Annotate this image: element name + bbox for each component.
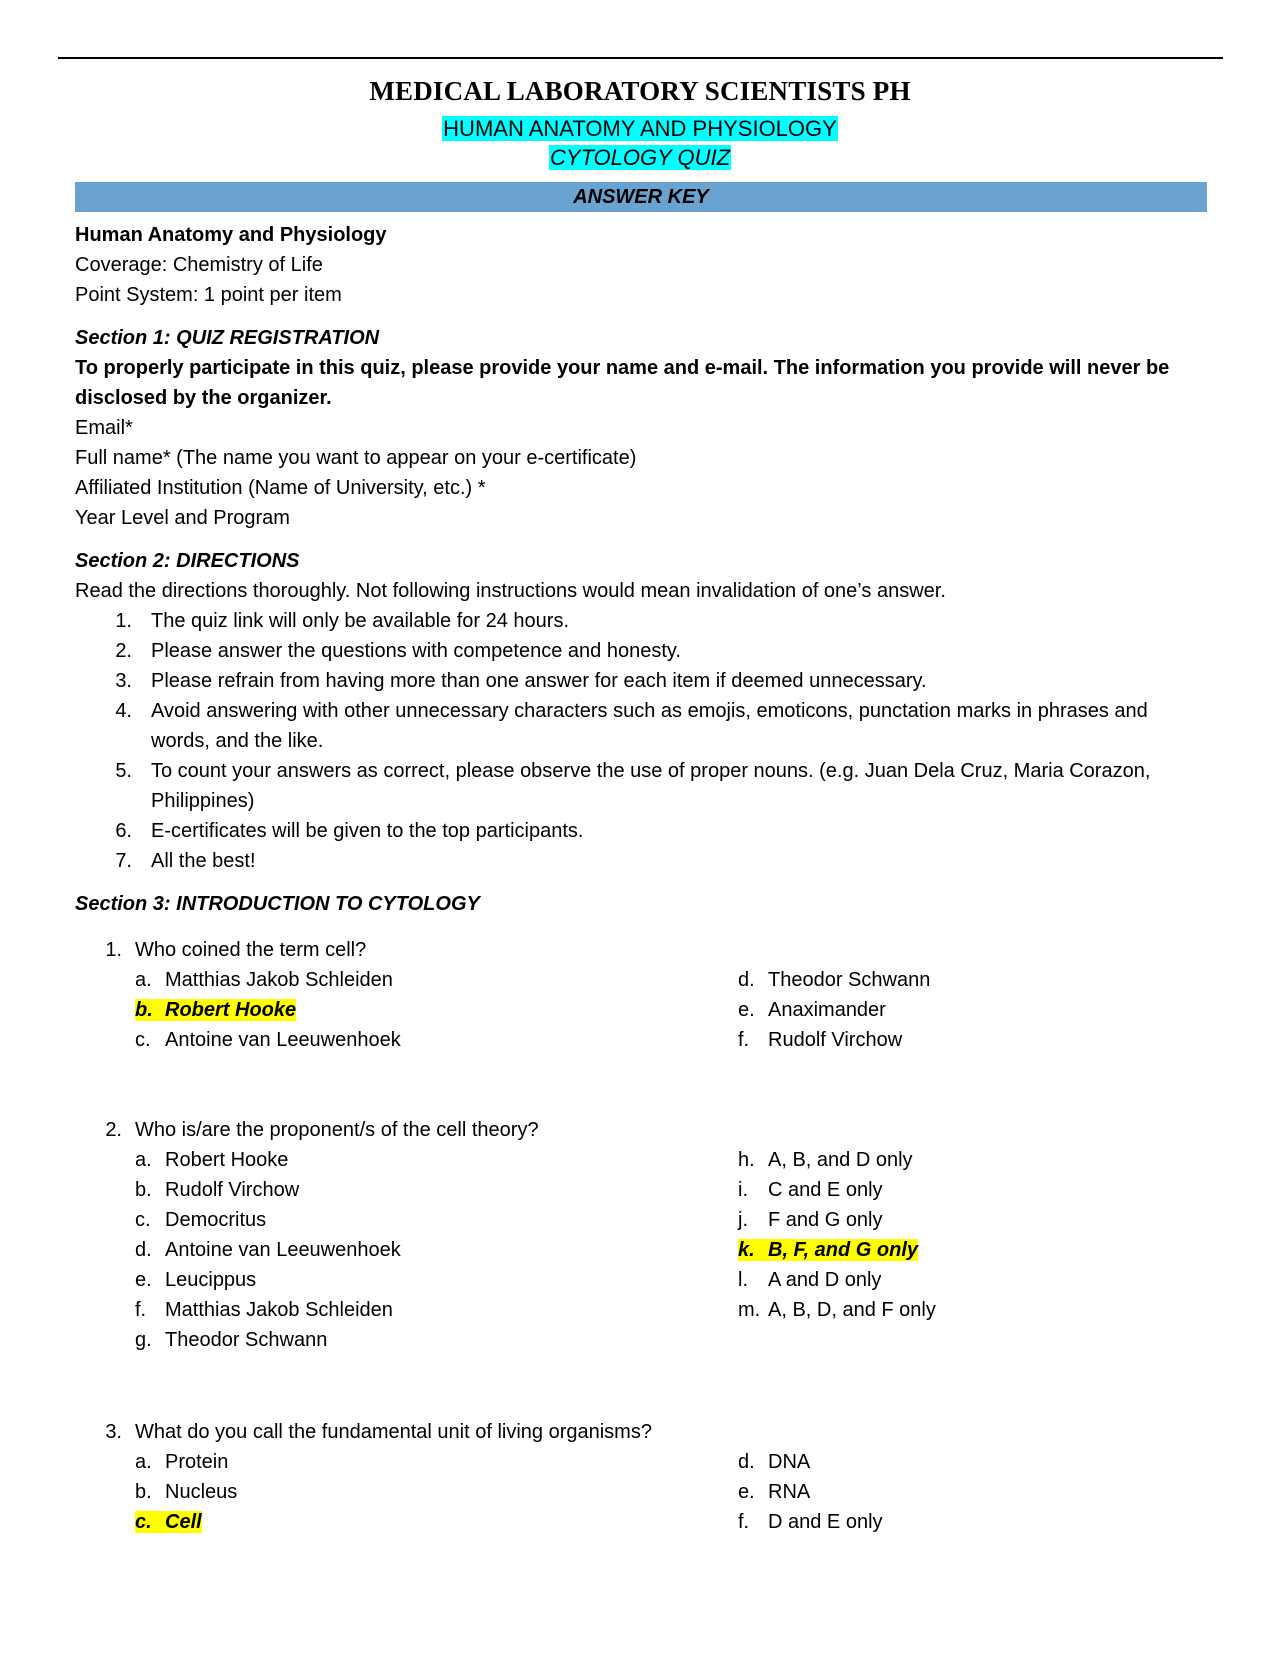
option-text: Antoine van Leeuwenhoek	[165, 1239, 401, 1261]
option-item	[135, 1025, 401, 1055]
answer-key-banner: ANSWER KEY	[75, 182, 1207, 212]
option-letter: b.	[135, 999, 153, 1021]
option-text: Antoine van Leeuwenhoek	[165, 1029, 401, 1051]
option-text: Cell	[165, 1511, 202, 1533]
option-letter: d.	[738, 969, 755, 991]
direction-text: E-certificates will be given to the top participants.	[151, 820, 584, 842]
direction-text: To count your answers as correct, please observe the use of proper nouns. (e.g. Juan Dela Cruz, Maria Corazon, Philippines)	[151, 760, 1151, 812]
option-text: Rudolf Virchow	[165, 1179, 300, 1201]
field-email: Email*	[75, 417, 133, 439]
option-item	[738, 1265, 881, 1295]
option-item	[135, 1175, 299, 1205]
option-letter: a.	[135, 1451, 152, 1473]
section3-heading: Section 3: INTRODUCTION TO CYTOLOGY	[75, 893, 480, 915]
direction-number: 3.	[115, 670, 132, 692]
direction-text: All the best!	[151, 850, 256, 872]
direction-number: 2.	[115, 640, 132, 662]
option-item	[135, 1447, 228, 1477]
option-item-correct	[738, 1235, 918, 1265]
option-item	[738, 1175, 883, 1205]
direction-number: 1.	[115, 610, 132, 632]
section1-heading: Section 1: QUIZ REGISTRATION	[75, 327, 380, 349]
section2-heading: Section 2: DIRECTIONS	[75, 550, 300, 572]
field-year-level: Year Level and Program	[75, 507, 290, 529]
option-item	[738, 1145, 913, 1175]
option-item-correct	[135, 1507, 202, 1537]
top-rule	[58, 57, 1223, 59]
option-letter: i.	[738, 1179, 748, 1201]
option-text: B, F, and G only	[768, 1239, 919, 1261]
subtitle-anatomy	[0, 116, 1280, 142]
option-item	[135, 1145, 288, 1175]
option-item-correct	[135, 995, 296, 1025]
section2-intro: Read the directions thoroughly. Not following instructions would mean invalidation of one’s answer.	[75, 580, 946, 602]
info-heading: Human Anatomy and Physiology	[75, 224, 387, 246]
direction-text: The quiz link will only be available for 24 hours.	[151, 610, 569, 632]
option-item	[738, 995, 886, 1025]
answer-highlight	[135, 1511, 202, 1533]
direction-number: 7.	[115, 850, 132, 872]
option-letter: a.	[135, 969, 152, 991]
option-item	[135, 1205, 266, 1235]
option-text: Anaximander	[768, 999, 886, 1021]
option-letter: e.	[738, 1481, 755, 1503]
option-text: F and G only	[768, 1209, 883, 1231]
option-item	[738, 1477, 810, 1507]
option-item	[135, 1477, 237, 1507]
option-letter: m.	[738, 1299, 761, 1321]
option-letter: f.	[738, 1511, 750, 1533]
option-text: A, B, D, and F only	[768, 1299, 936, 1321]
option-text: Robert Hooke	[165, 999, 297, 1021]
option-letter: c.	[135, 1209, 151, 1231]
option-letter: g.	[135, 1329, 152, 1351]
option-letter: d.	[738, 1451, 755, 1473]
option-letter: h.	[738, 1149, 755, 1171]
option-letter: a.	[135, 1149, 152, 1171]
option-item	[738, 1507, 883, 1537]
option-text: RNA	[768, 1481, 811, 1503]
option-item	[738, 1025, 902, 1055]
answer-highlight	[738, 1239, 918, 1261]
option-text: Protein	[165, 1451, 229, 1473]
option-item	[135, 1325, 327, 1355]
question-number: 2.	[105, 1119, 122, 1141]
option-item	[135, 1295, 393, 1325]
question-number: 1.	[105, 939, 122, 961]
direction-number: 4.	[115, 700, 132, 722]
option-text: Rudolf Virchow	[768, 1029, 903, 1051]
option-item	[135, 965, 393, 995]
option-text: A, B, and D only	[768, 1149, 913, 1171]
option-letter: c.	[135, 1511, 152, 1533]
option-text: D and E only	[768, 1511, 883, 1533]
option-text: Theodor Schwann	[768, 969, 931, 991]
option-text: C and E only	[768, 1179, 883, 1201]
direction-number: 6.	[115, 820, 132, 842]
question-text: Who is/are the proponent/s of the cell theory?	[135, 1119, 539, 1141]
option-letter: j.	[738, 1209, 748, 1231]
option-letter: e.	[738, 999, 755, 1021]
option-text: Robert Hooke	[165, 1149, 289, 1171]
direction-text: Avoid answering with other unnecessary characters such as emojis, emoticons, punctation marks in phrases and words, and the like.	[151, 700, 1148, 752]
direction-number: 5.	[115, 760, 132, 782]
option-text: Nucleus	[165, 1481, 238, 1503]
subtitle-quiz-text: CYTOLOGY QUIZ	[549, 145, 731, 170]
option-text: Leucippus	[165, 1269, 257, 1291]
option-text: A and D only	[768, 1269, 882, 1291]
answer-highlight	[135, 999, 296, 1021]
option-text: Democritus	[165, 1209, 267, 1231]
option-text: Matthias Jakob Schleiden	[165, 969, 393, 991]
direction-text: Please answer the questions with competence and honesty.	[151, 640, 681, 662]
option-item	[738, 1205, 883, 1235]
direction-text: Please refrain from having more than one answer for each item if deemed unnecessary.	[151, 670, 927, 692]
subtitle-quiz	[0, 145, 1280, 171]
question-text: What do you call the fundamental unit of living organisms?	[135, 1421, 652, 1443]
option-text: Theodor Schwann	[165, 1329, 328, 1351]
option-letter: e.	[135, 1269, 152, 1291]
option-letter: f.	[135, 1299, 147, 1321]
option-item	[135, 1265, 256, 1295]
option-letter: c.	[135, 1029, 151, 1051]
field-institution: Affiliated Institution (Name of University, etc.) *	[75, 477, 486, 499]
option-letter: l.	[738, 1269, 748, 1291]
document-title: MEDICAL LABORATORY SCIENTISTS PH	[369, 76, 911, 106]
option-letter: k.	[738, 1239, 755, 1261]
question-text: Who coined the term cell?	[135, 939, 367, 961]
question-number: 3.	[105, 1421, 122, 1443]
option-item	[738, 1295, 936, 1325]
option-item	[738, 1447, 810, 1477]
info-points: Point System: 1 point per item	[75, 284, 342, 306]
option-text: DNA	[768, 1451, 811, 1473]
info-coverage: Coverage: Chemistry of Life	[75, 254, 323, 276]
section1-intro: To properly participate in this quiz, please provide your name and e-mail. The information you provide will never be disclosed by the organizer.	[75, 357, 1170, 409]
option-letter: b.	[135, 1179, 152, 1201]
option-letter: b.	[135, 1481, 152, 1503]
option-letter: f.	[738, 1029, 750, 1051]
option-item	[738, 965, 930, 995]
field-full-name: Full name* (The name you want to appear on your e-certificate)	[75, 447, 637, 469]
option-item	[135, 1235, 401, 1265]
option-letter: d.	[135, 1239, 152, 1261]
option-text: Matthias Jakob Schleiden	[165, 1299, 393, 1321]
subtitle-anatomy-text: HUMAN ANATOMY AND PHYSIOLOGY	[443, 116, 837, 141]
